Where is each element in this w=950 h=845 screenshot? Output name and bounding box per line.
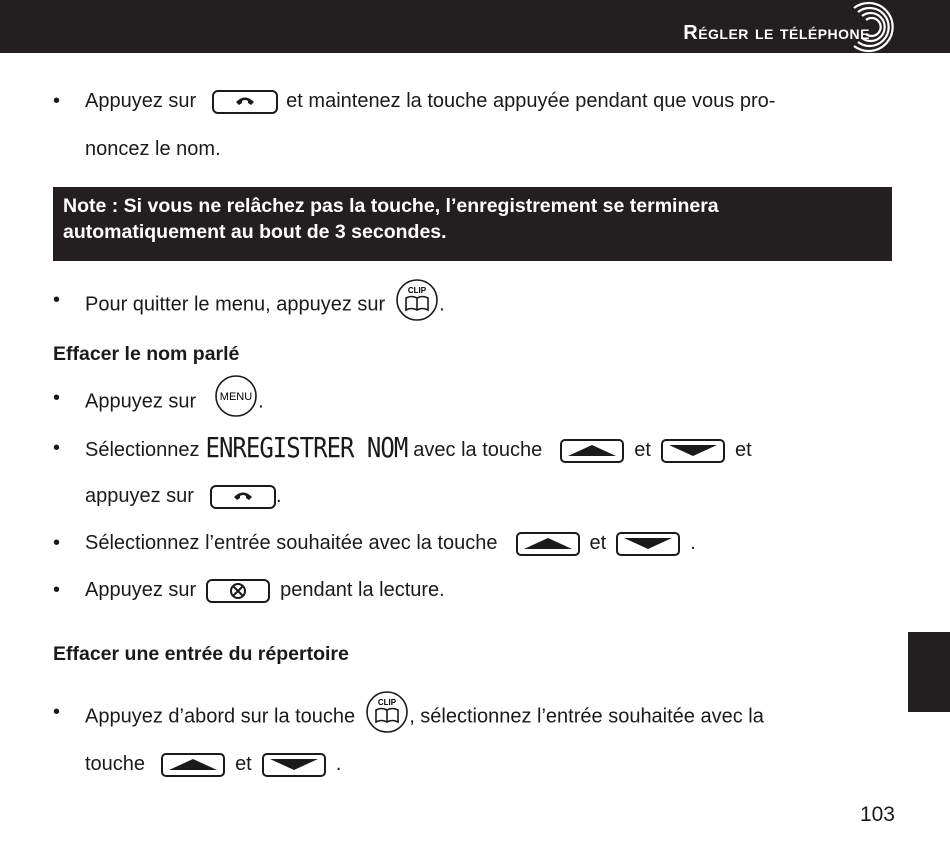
step-text: Sélectionnez l’entrée souhaitée avec la touche (85, 532, 498, 554)
step-period: . (335, 753, 342, 775)
and-text: et (589, 532, 607, 554)
step-text-continued: et maintenez la touche appuyée pendant que vous pro- (286, 90, 776, 112)
note-line-1: Note : Si vous ne relâchez pas la touche, l’enregistrement se terminera (63, 195, 719, 217)
step-text: Appuyez sur (85, 90, 197, 112)
step-text: Sélectionnez (85, 439, 200, 461)
clip-book-key-icon (395, 278, 439, 322)
step-text: Appuyez sur (85, 390, 197, 413)
bullet: • (53, 90, 61, 112)
step-period: . (275, 485, 282, 507)
and-text: et (634, 439, 651, 461)
quit-text: Pour quitter le menu, appuyez sur (85, 293, 386, 316)
bullet: • (53, 437, 61, 459)
up-arrow-key-icon (560, 439, 624, 463)
step-text: touche (85, 753, 146, 775)
note-box (53, 187, 892, 261)
clip-book-key-icon (365, 690, 409, 734)
step-text: appuyez sur (85, 485, 194, 507)
and-text: et (734, 439, 752, 461)
bullet: • (53, 289, 61, 311)
clip-key-label: CLIP (408, 286, 427, 295)
bullet: • (53, 532, 61, 554)
down-arrow-key-icon (262, 753, 326, 777)
talk-key-icon (210, 485, 276, 509)
step-text: Appuyez d’abord sur la touche (85, 705, 356, 728)
talk-key-icon (212, 90, 278, 114)
concentric-rings-logo (852, 0, 898, 56)
down-arrow-key-icon (661, 439, 725, 463)
bullet: • (53, 701, 61, 723)
and-text: et (235, 753, 252, 775)
step-text: , sélectionnez l’entrée souhaitée avec la (409, 705, 764, 728)
page-number: 103 (859, 803, 895, 826)
step-period: . (258, 390, 264, 413)
quit-period: . (439, 293, 445, 316)
note-line-2: automatiquement au bout de 3 secondes. (63, 221, 447, 243)
delete-key-icon (206, 579, 270, 603)
menu-key-label: MENU (219, 391, 253, 403)
chapter-side-tab (908, 632, 950, 712)
step-text-line2: noncez le nom. (85, 138, 221, 160)
up-arrow-key-icon (161, 753, 225, 777)
down-arrow-key-icon (616, 532, 680, 556)
lcd-menu-text: ENREGISTRER NOM (205, 431, 408, 465)
section-title-erase-directory-entry: Effacer une entrée du répertoire (53, 643, 349, 665)
bullet: • (53, 387, 61, 409)
step-period: . (690, 532, 696, 554)
menu-key-icon (214, 374, 258, 418)
section-title-erase-spoken-name: Effacer le nom parlé (53, 343, 240, 365)
step-text: Appuyez sur (85, 579, 197, 601)
step-text: pendant la lecture. (280, 579, 445, 601)
up-arrow-key-icon (516, 532, 580, 556)
bullet: • (53, 579, 61, 601)
clip-key-label: CLIP (378, 698, 397, 707)
step-text: avec la touche (413, 439, 543, 461)
chapter-title: Régler le téléphone (683, 22, 870, 44)
